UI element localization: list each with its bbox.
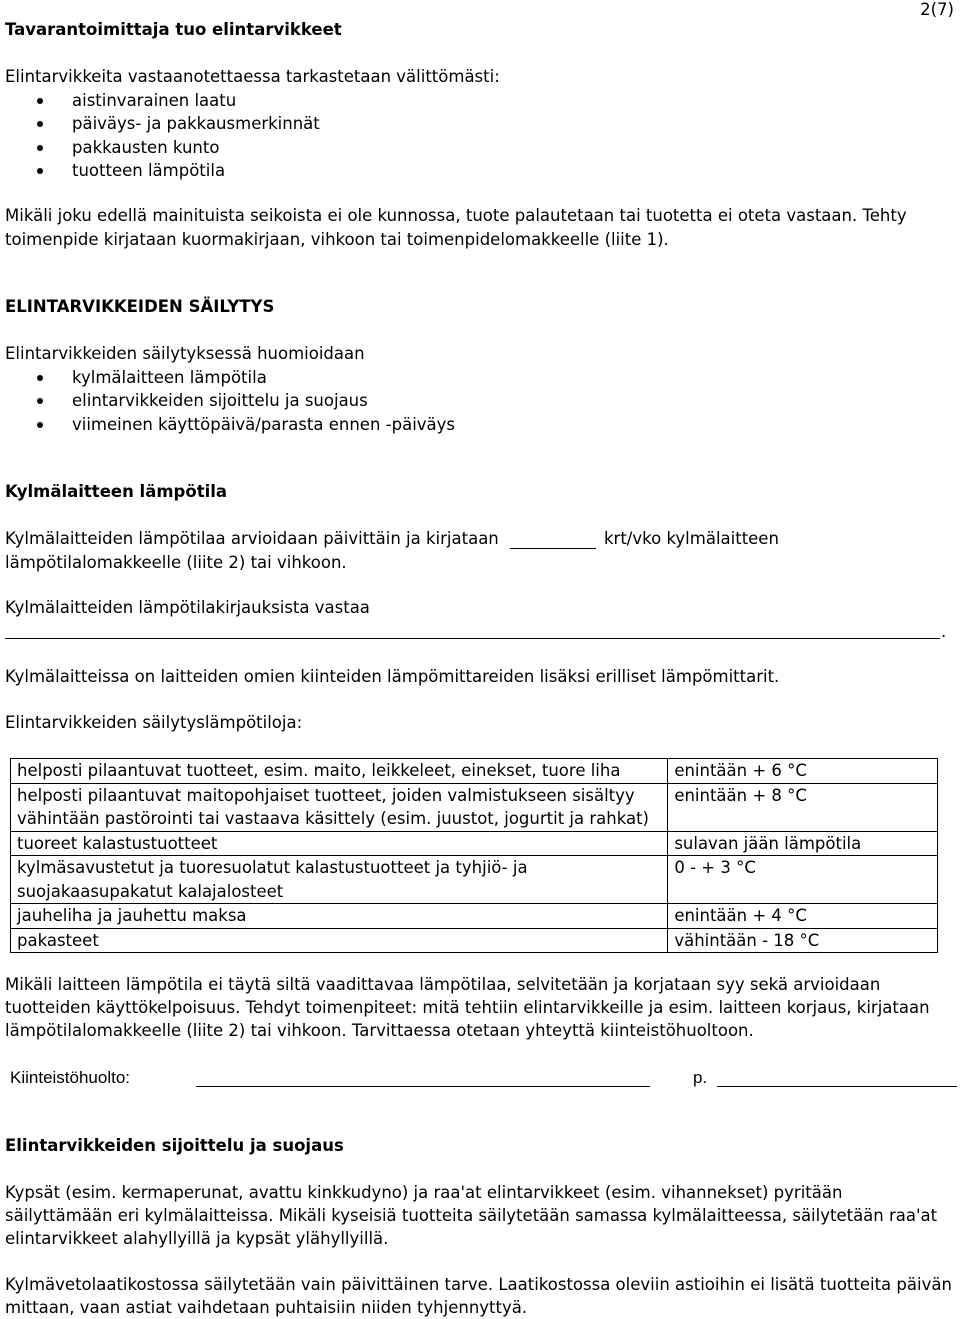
responsible-label: Kylmälaitteiden lämpötilakirjauksista vastaa <box>5 598 370 617</box>
delivery-intro: Elintarvikkeita vastaanotettaessa tarkastetaan välittömästi: <box>5 67 500 86</box>
storage-checklist <box>0 366 455 436</box>
table-row <box>11 831 938 856</box>
temperatures-intro: Elintarvikkeiden säilytyslämpötiloja: <box>5 713 303 732</box>
list-item: pakkausten kunto <box>0 136 320 159</box>
product-cell: kylmäsavustetut ja tuoresuolatut kalastustuotteet ja tyhjiö- ja suojakaasupakatut kalajalosteet <box>11 856 668 904</box>
maintenance-blank[interactable] <box>196 1086 650 1087</box>
table-row <box>11 759 938 784</box>
placement-text: Kypsät (esim. kermaperunat, avattu kinkkudyno) ja raa'at elintarvikkeet (esim. vihannekset) pyritään <box>5 1183 843 1202</box>
fridge-text: krt/vko kylmälaitteen <box>604 529 779 548</box>
section-heading-fridge-temperature: Kylmälaitteen lämpötila <box>5 482 228 501</box>
product-cell: jauheliha ja jauhettu maksa <box>11 904 668 929</box>
deviation-text: lämpötilalomakkeelle (liite 2) tai vihkoon. Tarvittaessa otetaan yhteyttä kiinteistöhuoltoon. <box>5 1021 754 1040</box>
temperature-cell: sulavan jään lämpötila <box>668 831 938 856</box>
delivery-paragraph-line: Mikäli joku edellä mainituista seikoista ei ole kunnossa, tuote palautetaan tai tuotetta ei oteta vastaan. Tehty <box>5 206 907 225</box>
table-row <box>11 904 938 929</box>
delivery-checklist <box>0 89 320 182</box>
temperature-cell: enintään + 6 °C <box>668 759 938 784</box>
product-cell: pakasteet <box>11 928 668 953</box>
deviation-text: Mikäli laitteen lämpötila ei täytä siltä vaadittavaa lämpötilaa, selvitetään ja korjataan syy sekä arvioidaan <box>5 975 881 994</box>
maintenance-label: Kiinteistöhuolto: <box>10 1068 131 1087</box>
temperature-cell: vähintään - 18 °C <box>668 928 938 953</box>
placement-text: säilyttämään eri kylmälaitteissa. Mikäli kyseisiä tuotteita säilytetään samassa kylmälaitteessa, säilytetään raa'at <box>5 1206 938 1225</box>
list-item: kylmälaitteen lämpötila <box>0 366 455 389</box>
phone-label: p. <box>693 1068 708 1087</box>
section-heading-storage: ELINTARVIKKEIDEN SÄILYTYS <box>5 297 275 316</box>
product-cell: tuoreet kalastustuotteet <box>11 831 668 856</box>
delivery-paragraph-line: toimenpide kirjataan kuormakirjaan, vihkoon tai toimenpidelomakkeelle (liite 1). <box>5 230 669 249</box>
phone-blank[interactable] <box>717 1086 957 1087</box>
temperature-cell: 0 - + 3 °C <box>668 856 938 904</box>
table-row <box>11 928 938 953</box>
times-per-week-blank[interactable] <box>510 548 596 549</box>
deviation-text: tuotteiden käyttökelpoisuus. Tehdyt toimenpiteet: mitä tehtiin elintarvikkeille ja esim. laitteen korjaus, kirjataan <box>5 998 930 1017</box>
section-heading-placement: Elintarvikkeiden sijoittelu ja suojaus <box>5 1136 344 1155</box>
product-cell: helposti pilaantuvat tuotteet, esim. maito, leikkeleet, einekset, tuore liha <box>11 759 668 784</box>
fridge-text: Kylmälaitteiden lämpötilaa arvioidaan päivittäin ja kirjataan <box>5 529 499 548</box>
list-item: elintarvikkeiden sijoittelu ja suojaus <box>0 389 455 412</box>
placement-text: elintarvikkeet alahyllyillä ja kypsät ylähyllyillä. <box>5 1229 389 1248</box>
temperature-cell: enintään + 8 °C <box>668 783 938 831</box>
drawer-text: mittaan, vaan astiat vaihdetaan puhtaisiin niiden tyhjennyttyä. <box>5 1298 528 1317</box>
storage-temperature-table <box>10 758 938 953</box>
temperature-cell: enintään + 4 °C <box>668 904 938 929</box>
responsible-period: . <box>941 622 947 641</box>
responsible-blank[interactable] <box>5 638 940 639</box>
section-heading-delivery: Tavarantoimittaja tuo elintarvikkeet <box>5 20 342 39</box>
fridge-text: lämpötilalomakkeelle (liite 2) tai vihkoon. <box>5 553 347 572</box>
drawer-text: Kylmävetolaatikostossa säilytetään vain päivittäinen tarve. Laatikostossa oleviin astioihin ei lisätä tuotteita päivän <box>5 1275 952 1294</box>
list-item: tuotteen lämpötila <box>0 159 320 182</box>
product-cell: helposti pilaantuvat maitopohjaiset tuotteet, joiden valmistukseen sisältyy vähintään pastörointi tai vastaava käsittely (esim. juustot, jogurtit ja rahkat) <box>11 783 668 831</box>
list-item: viimeinen käyttöpäivä/parasta ennen -päiväys <box>0 413 455 436</box>
storage-intro: Elintarvikkeiden säilytyksessä huomioidaan <box>5 344 365 363</box>
table-row <box>11 783 938 831</box>
table-row <box>11 856 938 904</box>
list-item: aistinvarainen laatu <box>0 89 320 112</box>
list-item: päiväys- ja pakkausmerkinnät <box>0 112 320 135</box>
thermometers-text: Kylmälaitteissa on laitteiden omien kiinteiden lämpömittareiden lisäksi erilliset lämpömittarit. <box>5 667 780 686</box>
page-number: 2(7) <box>920 0 954 19</box>
